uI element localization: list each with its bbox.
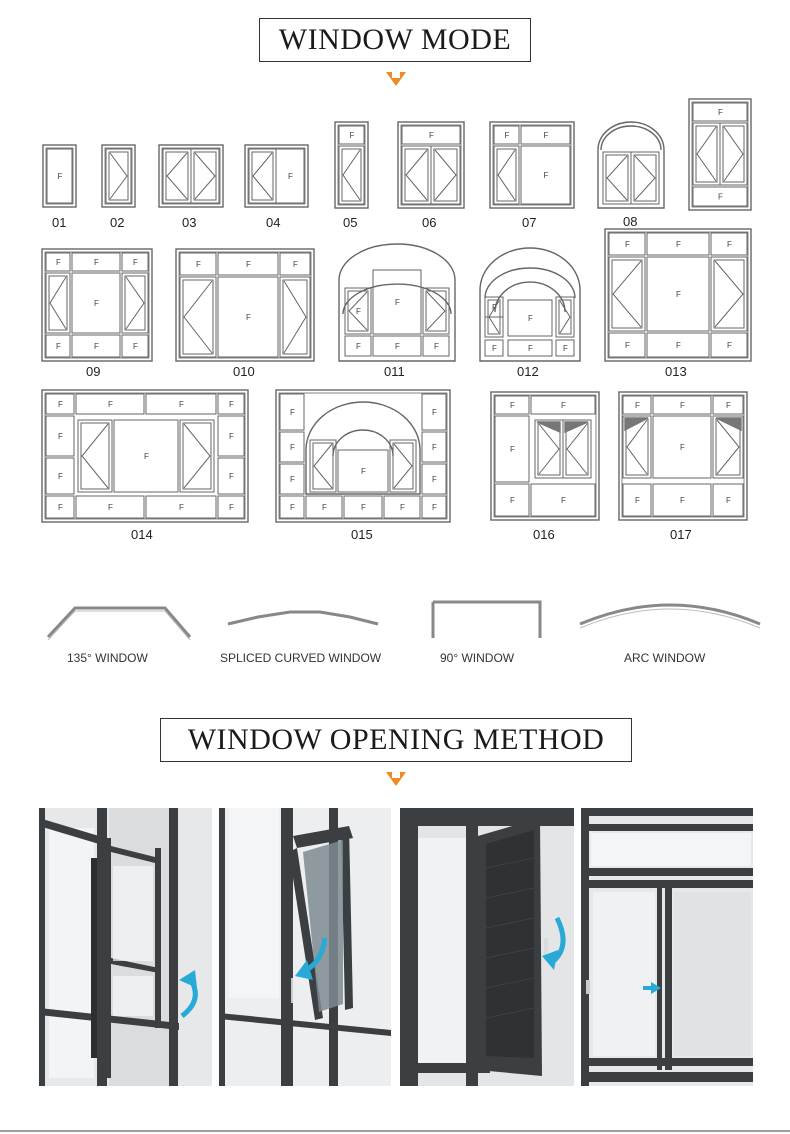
window-opening-method-title: WINDOW OPENING METHOD — [160, 718, 632, 762]
svg-text:F: F — [229, 472, 234, 481]
svg-text:F: F — [676, 240, 681, 249]
svg-text:F: F — [293, 260, 298, 269]
svg-text:F: F — [432, 443, 437, 452]
svg-text:F: F — [528, 344, 533, 353]
svg-text:F: F — [726, 496, 731, 505]
photo-tilt-and-turn — [219, 808, 391, 1086]
shape-135-icon — [48, 608, 190, 637]
svg-text:F: F — [290, 408, 295, 417]
svg-text:F: F — [432, 503, 437, 512]
svg-text:F: F — [229, 400, 234, 409]
window-number-08: 08 — [623, 214, 638, 229]
window-number-017: 017 — [670, 527, 692, 542]
svg-text:F: F — [361, 503, 366, 512]
svg-text:F: F — [432, 408, 437, 417]
svg-text:F: F — [395, 298, 400, 307]
svg-text:F: F — [510, 401, 515, 410]
window-number-09: 09 — [86, 364, 101, 379]
svg-text:F: F — [58, 503, 63, 512]
svg-text:F: F — [400, 503, 405, 512]
svg-text:F: F — [432, 475, 437, 484]
svg-text:F: F — [57, 172, 63, 181]
svg-text:F: F — [727, 341, 732, 350]
svg-text:F: F — [561, 401, 566, 410]
shape-arc-icon — [580, 605, 760, 624]
svg-text:F: F — [563, 344, 568, 353]
window-number-06: 06 — [422, 215, 437, 230]
bottom-divider — [0, 1130, 790, 1132]
svg-text:F: F — [680, 496, 685, 505]
svg-text:F: F — [635, 401, 640, 410]
svg-text:F: F — [510, 496, 515, 505]
window-number-02: 02 — [110, 215, 125, 230]
svg-text:F: F — [680, 443, 685, 452]
svg-text:F: F — [492, 344, 497, 353]
window-number-013: 013 — [665, 364, 687, 379]
svg-text:F: F — [196, 260, 201, 269]
svg-text:F: F — [58, 432, 63, 441]
svg-text:F: F — [361, 467, 366, 476]
svg-text:F: F — [94, 342, 99, 351]
photo-sliding — [581, 808, 753, 1086]
svg-text:F: F — [58, 472, 63, 481]
svg-text:F: F — [561, 496, 566, 505]
svg-text:F: F — [58, 400, 63, 409]
svg-text:F: F — [108, 503, 113, 512]
svg-text:F: F — [727, 240, 732, 249]
svg-text:F: F — [718, 108, 723, 117]
window-number-01: 01 — [52, 215, 67, 230]
svg-text:F: F — [492, 303, 497, 312]
svg-text:F: F — [322, 503, 327, 512]
svg-text:F: F — [246, 313, 251, 322]
window-number-015: 015 — [351, 527, 373, 542]
svg-text:F: F — [229, 503, 234, 512]
svg-text:F: F — [179, 400, 184, 409]
window-number-014: 014 — [131, 527, 153, 542]
svg-text:F: F — [229, 432, 234, 441]
svg-text:F: F — [349, 131, 355, 140]
svg-text:F: F — [504, 131, 510, 140]
svg-text:F: F — [144, 452, 149, 461]
photo-outward-casement — [39, 808, 212, 1086]
svg-text:F: F — [290, 475, 295, 484]
svg-text:F: F — [680, 401, 685, 410]
window-number-010: 010 — [233, 364, 255, 379]
shape-label-spliced: SPLICED CURVED WINDOW — [220, 651, 382, 665]
svg-text:F: F — [56, 342, 61, 351]
shape-label-arc: ARC WINDOW — [624, 651, 706, 665]
svg-text:F: F — [290, 503, 295, 512]
svg-text:F: F — [434, 342, 439, 351]
svg-text:F: F — [429, 131, 434, 140]
svg-text:F: F — [543, 171, 549, 180]
shape-spliced-curved-icon — [228, 612, 378, 624]
svg-text:F: F — [528, 314, 533, 323]
window-number-016: 016 — [533, 527, 555, 542]
window-shapes — [0, 590, 790, 650]
svg-text:F: F — [395, 342, 400, 351]
svg-text:F: F — [133, 342, 138, 351]
svg-text:F: F — [108, 400, 113, 409]
window-mode-title: WINDOW MODE — [259, 18, 531, 62]
window-number-03: 03 — [182, 215, 197, 230]
window-number-05: 05 — [343, 215, 358, 230]
svg-text:F: F — [510, 445, 515, 454]
shape-90-icon — [433, 602, 540, 638]
svg-text:F: F — [179, 503, 184, 512]
svg-text:F: F — [94, 299, 99, 308]
svg-text:F: F — [290, 443, 295, 452]
shape-label-135: 135° WINDOW — [67, 651, 148, 665]
svg-text:F: F — [676, 290, 681, 299]
svg-text:F: F — [246, 260, 251, 269]
svg-text:F: F — [676, 341, 681, 350]
svg-text:F: F — [625, 341, 630, 350]
svg-text:F: F — [625, 240, 630, 249]
down-arrow-icon — [386, 772, 406, 786]
svg-text:F: F — [288, 172, 293, 181]
svg-text:F: F — [356, 307, 361, 316]
svg-text:F: F — [543, 131, 549, 140]
photo-inward-casement — [400, 808, 574, 1086]
window-number-011: 011 — [384, 364, 405, 379]
svg-text:F: F — [94, 258, 99, 267]
svg-text:F: F — [635, 496, 640, 505]
window-number-04: 04 — [266, 215, 281, 230]
window-mode-diagrams — [0, 0, 790, 560]
window-number-012: 012 — [517, 364, 539, 379]
window-number-07: 07 — [522, 215, 537, 230]
svg-text:F: F — [133, 258, 138, 267]
svg-text:F: F — [56, 258, 61, 267]
svg-text:F: F — [726, 401, 731, 410]
svg-text:F: F — [356, 342, 361, 351]
shape-label-90: 90° WINDOW — [440, 651, 515, 665]
svg-text:F: F — [718, 192, 723, 202]
